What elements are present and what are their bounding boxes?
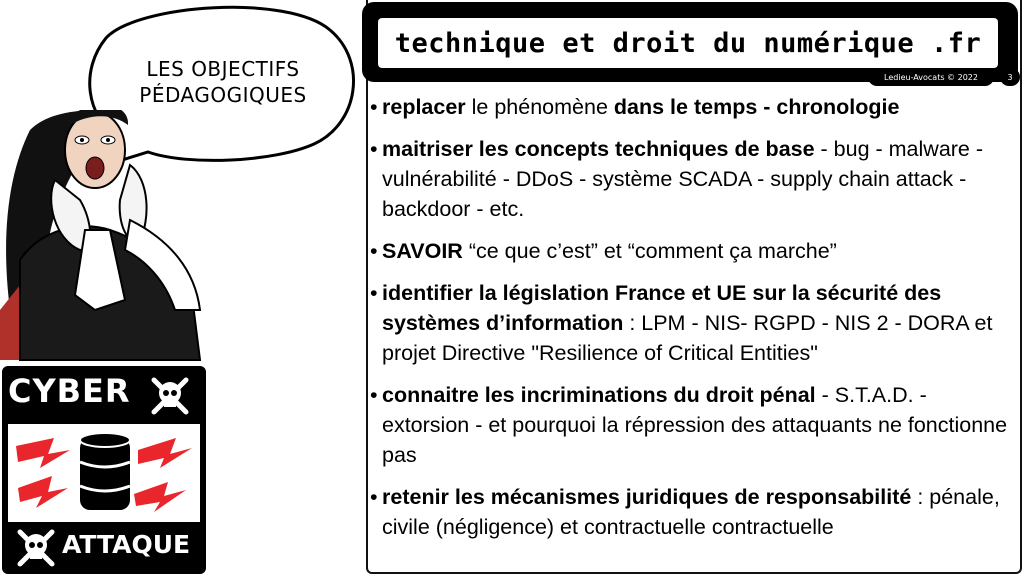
bullet-strong: replacer [382,95,466,119]
bullet-text: : LPM - NIS- RGPD - NIS 2 - DORA et projet Directive "Resilience of Critical Entities" [382,311,993,365]
bullet-strong: retenir les mécanismes juridiques de responsabilité [382,485,912,509]
list-item [370,482,1010,542]
bullet-text: - S.T.A.D. - extorsion - et pourquoi la répression des attaquants ne fonctionne pas [382,383,1008,467]
credit-text: Ledieu-Avocats © 2022 [884,72,978,82]
list-item [370,278,1010,368]
list-item [370,236,1010,266]
objectives-list [370,92,1010,554]
bullet-strong: dans le temps - chronologie [613,95,900,119]
list-item [370,380,1010,470]
bullet-strong: maitriser les concepts techniques de base [382,137,815,161]
logo-top-label: CYBER [8,372,131,410]
bullet-text: - bug - malware - vulnérabilité - DDoS - système SCADA - supply chain attack - backdoor - etc. [382,137,984,221]
database-cylinder [80,433,130,510]
bullet-strong: identifier la législation France et UE sur la sécurité des systèmes d’information [382,281,942,335]
title-box [378,18,998,68]
bullet-text: : pénale, civile (négligence) et contractuelle contractuelle [382,485,1000,539]
page-title: technique et droit du numérique .fr [394,27,982,59]
bullet-strong: connaitre les incriminations du droit pénal [382,383,816,407]
bullet-text: “ce que c’est” et “comment ça marche” [462,239,837,263]
bullet-strong: SAVOIR [382,239,463,263]
list-item [370,92,1010,122]
character-illustration [0,110,260,370]
bubble-line: LES OBJECTIFS [146,57,300,81]
speech-bubble-text [118,56,328,108]
list-item [370,134,1010,224]
credit-badge [868,68,994,86]
skull-icon [150,376,190,416]
bubble-line: PÉDAGOGIQUES [139,83,307,107]
logo-bottom-label: ATTAQUE [62,530,191,559]
bullet-text: le phénomène [465,95,614,119]
page-number-badge [1000,68,1020,86]
database-icon [8,424,200,522]
skull-icon [16,528,56,568]
page-number: 3 [1007,72,1013,82]
